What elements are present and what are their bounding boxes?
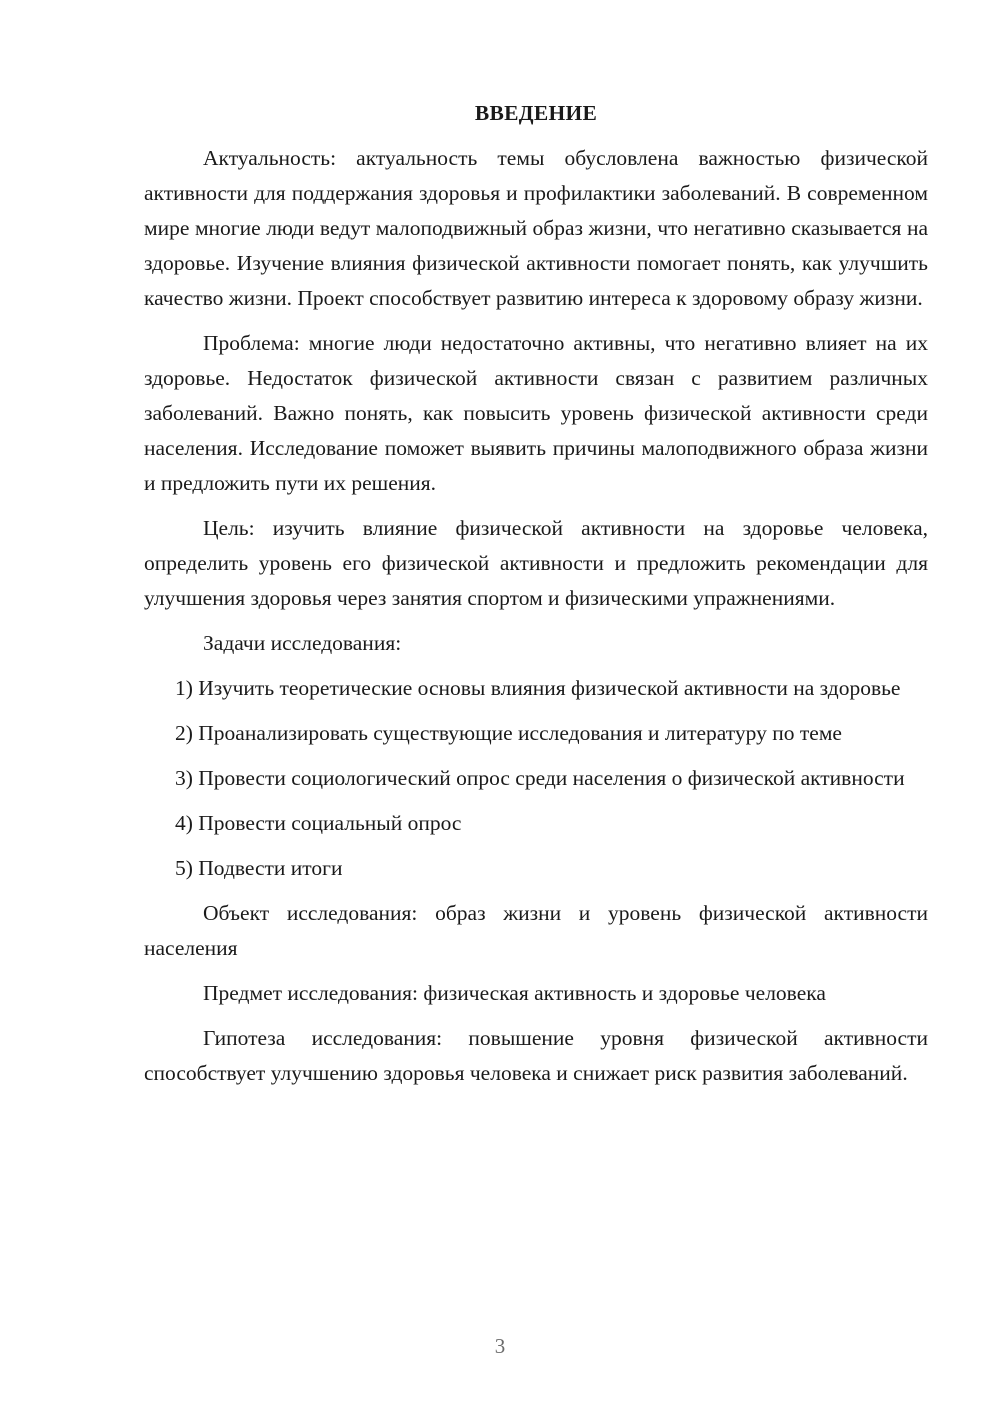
task-item: 1) Изучить теоретические основы влияния физической активности на здоровье bbox=[175, 676, 901, 700]
task-item: 5) Подвести итоги bbox=[175, 856, 343, 880]
relevance-paragraph: Актуальность: актуальность темы обусловлена важностью физической активности для поддержания здоровья и профилактики заболеваний. В современном мире многие люди ведут малоподвижный образ жизни, что негативно сказывается на здоровье. Изучение влияния физической активности помогает понять, как улучшить качество жизни. Проект способствует развитию интереса к здоровому образу жизни. bbox=[144, 146, 928, 310]
page-number: 3 bbox=[494, 1334, 506, 1358]
object-paragraph: Объект исследования: образ жизни и уровень физической активности населения bbox=[144, 901, 928, 960]
problem-paragraph: Проблема: многие люди недостаточно активны, что негативно влияет на их здоровье. Недостаток физической активности связан с развитием различных заболеваний. Важно понять, как повысить уровень физической активности среди населения. Исследование поможет выявить причины малоподвижного образа жизни и предложить пути их решения. bbox=[144, 331, 928, 495]
hypothesis-paragraph: Гипотеза исследования: повышение уровня физической активности способствует улучшению здоровья человека и снижает риск развития заболеваний. bbox=[144, 1026, 928, 1085]
goal-paragraph: Цель: изучить влияние физической активности на здоровье человека, определить уровень его физической активности и предложить рекомендации для улучшения здоровья через занятия спортом и физическими упражнениями. bbox=[144, 516, 928, 610]
tasks-heading: Задачи исследования: bbox=[203, 631, 402, 655]
page-content bbox=[144, 96, 928, 1101]
subject-paragraph: Предмет исследования: физическая активность и здоровье человека bbox=[203, 981, 826, 1005]
task-item: 2) Проанализировать существующие исследования и литературу по теме bbox=[175, 721, 842, 745]
task-item: 3) Провести социологический опрос среди населения о физической активности bbox=[175, 766, 905, 790]
section-title: ВВЕДЕНИЕ bbox=[474, 101, 598, 125]
task-item: 4) Провести социальный опрос bbox=[175, 811, 462, 835]
